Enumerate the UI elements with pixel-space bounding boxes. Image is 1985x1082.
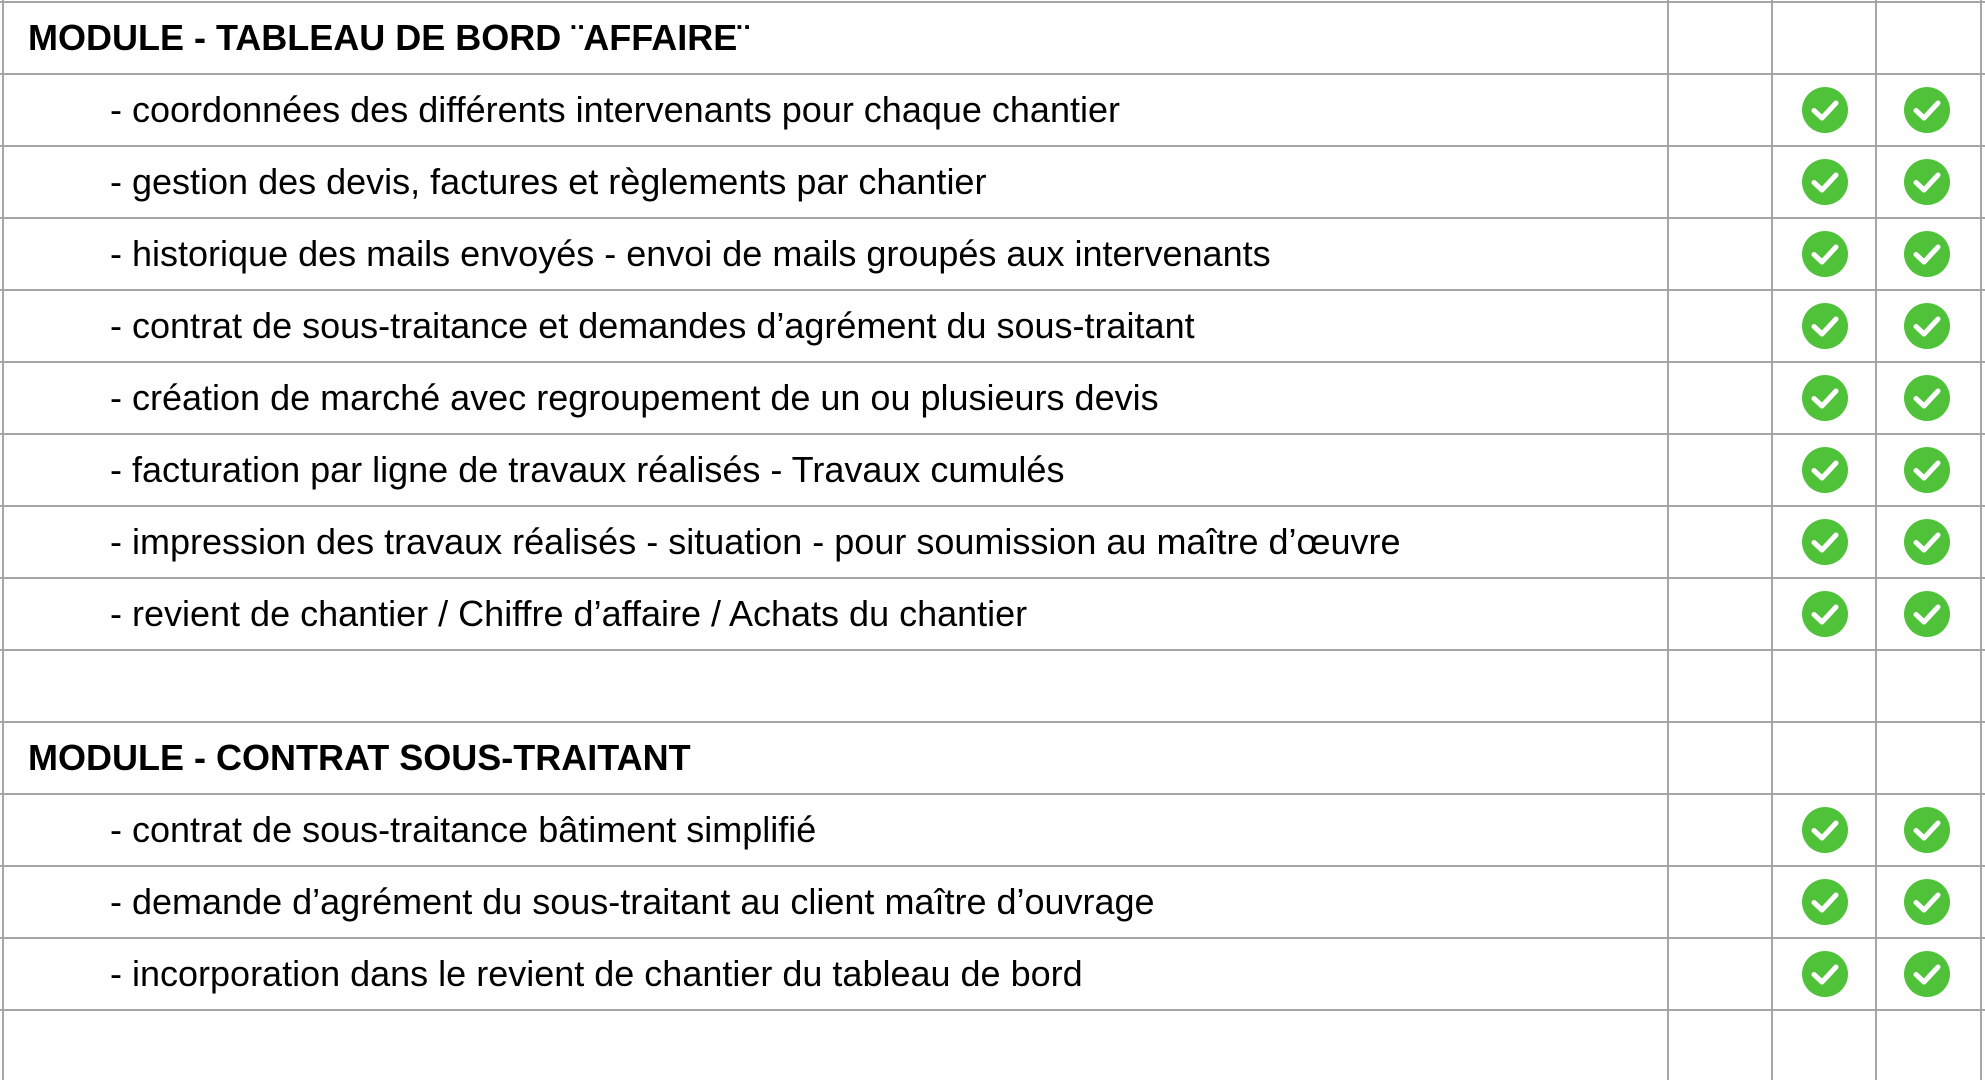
section-title: MODULE - TABLEAU DE BORD ¨AFFAIRE¨ [28, 17, 750, 58]
check-circle-icon [1802, 375, 1848, 421]
check-circle-icon [1904, 447, 1950, 493]
section-title: MODULE - CONTRAT SOUS-TRAITANT [28, 737, 691, 778]
check-circle-icon [1802, 87, 1848, 133]
check-circle-icon [1904, 591, 1950, 637]
table-row [0, 866, 1985, 938]
feature-label: - incorporation dans le revient de chantier du tableau de bord [110, 953, 1083, 994]
check-circle-icon [1904, 159, 1950, 205]
check-circle-icon [1904, 87, 1950, 133]
section-header-row [0, 722, 1985, 794]
check-circle-icon [1802, 303, 1848, 349]
check-circle-icon [1802, 951, 1848, 997]
feature-label: - facturation par ligne de travaux réalisés - Travaux cumulés [110, 449, 1065, 490]
feature-label: - contrat de sous-traitance et demandes d’agrément du sous-traitant [110, 305, 1195, 346]
check-circle-icon [1802, 879, 1848, 925]
table-row [0, 938, 1985, 1010]
section-header-row [0, 2, 1985, 74]
feature-label: - revient de chantier / Chiffre d’affaire / Achats du chantier [110, 593, 1028, 634]
feature-label: - contrat de sous-traitance bâtiment simplifié [110, 809, 817, 850]
check-circle-icon [1904, 375, 1950, 421]
feature-label: - demande d’agrément du sous-traitant au client maître d’ouvrage [110, 881, 1155, 922]
table-row [0, 290, 1985, 362]
table-row [0, 146, 1985, 218]
check-circle-icon [1904, 519, 1950, 565]
empty-row [0, 650, 1985, 722]
table-row [0, 362, 1985, 434]
check-circle-icon [1802, 591, 1848, 637]
feature-label: - impression des travaux réalisés - situation - pour soumission au maître d’œuvre [110, 521, 1401, 562]
check-circle-icon [1802, 447, 1848, 493]
check-circle-icon [1904, 807, 1950, 853]
table-row [0, 506, 1985, 578]
table-row [0, 578, 1985, 650]
feature-label: - création de marché avec regroupement de un ou plusieurs devis [110, 377, 1159, 418]
check-circle-icon [1802, 807, 1848, 853]
check-circle-icon [1904, 303, 1950, 349]
table-row [0, 74, 1985, 146]
check-circle-icon [1802, 159, 1848, 205]
check-circle-icon [1904, 231, 1950, 277]
check-circle-icon [1802, 519, 1848, 565]
feature-label: - coordonnées des différents intervenants pour chaque chantier [110, 89, 1120, 130]
table-row [0, 434, 1985, 506]
table-row [0, 794, 1985, 866]
check-circle-icon [1802, 231, 1848, 277]
check-circle-icon [1904, 951, 1950, 997]
check-circle-icon [1904, 879, 1950, 925]
feature-label: - historique des mails envoyés - envoi de mails groupés aux intervenants [110, 233, 1271, 274]
feature-label: - gestion des devis, factures et règlements par chantier [110, 161, 987, 202]
table-row [0, 218, 1985, 290]
empty-row [0, 1010, 1985, 1082]
